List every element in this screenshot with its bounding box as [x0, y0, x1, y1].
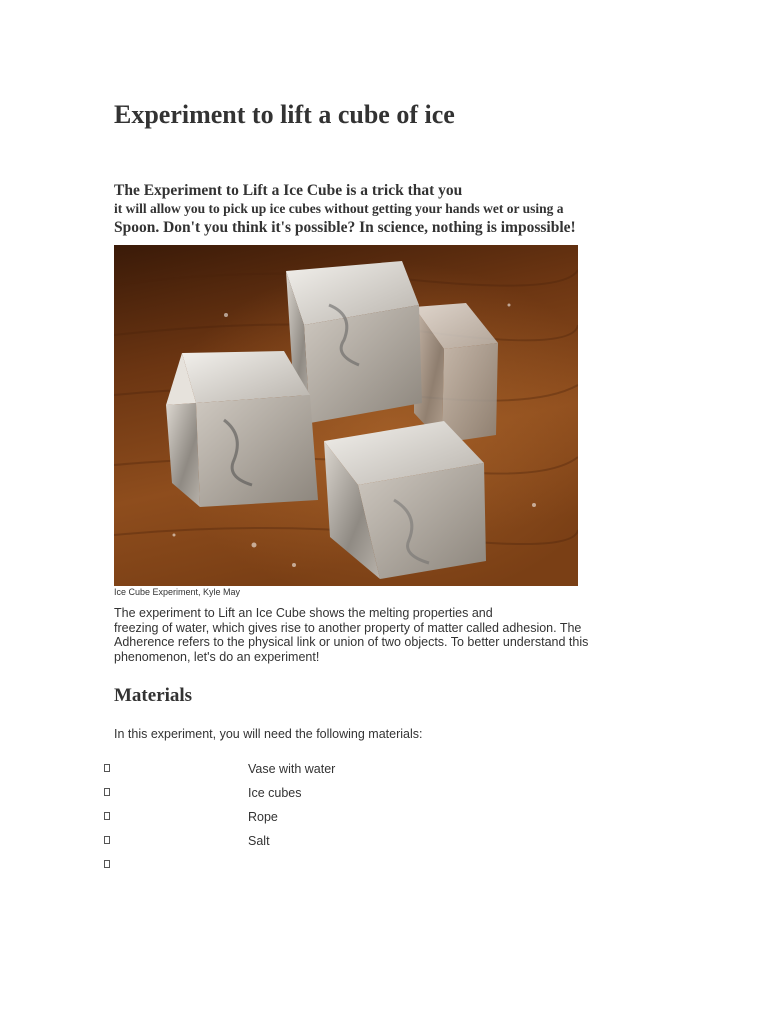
intro-line-2: it will allow you to pick up ice cubes without getting your hands wet or using a	[114, 201, 564, 216]
body-line-1: The experiment to Lift an Ice Cube shows the melting properties and	[114, 606, 493, 620]
page-title: Experiment to lift a cube of ice	[114, 100, 455, 129]
bullet-box-icon	[104, 836, 110, 844]
list-item	[104, 808, 504, 832]
list-item	[104, 784, 504, 808]
ice-cube-left	[166, 351, 318, 507]
materials-heading: Materials	[114, 685, 193, 706]
list-item	[104, 856, 504, 880]
list-item	[104, 760, 504, 784]
material-label: Ice cubes	[248, 786, 302, 800]
ice-cubes-photo	[114, 245, 578, 586]
material-label: Vase with water	[248, 762, 336, 776]
bullet-box-icon	[104, 788, 110, 796]
bullet-box-icon	[104, 764, 110, 772]
image-caption: Ice Cube Experiment, Kyle May	[114, 587, 241, 597]
materials-list	[104, 760, 504, 880]
body-line-3: Adherence refers to the physical link or union of two objects. To better understand this	[114, 635, 589, 649]
material-label: Salt	[248, 834, 270, 848]
body-paragraph	[114, 606, 614, 664]
list-item	[104, 832, 504, 856]
body-line-2: freezing of water, which gives rise to another property of matter called adhesion. The	[114, 620, 582, 635]
intro-paragraph	[114, 181, 614, 238]
material-label: Rope	[248, 810, 278, 824]
intro-line-1: The Experiment to Lift a Ice Cube is a trick that you	[114, 182, 463, 199]
materials-intro: In this experiment, you will need the following materials:	[114, 727, 423, 741]
bullet-box-icon	[104, 812, 110, 820]
bullet-box-icon	[104, 860, 110, 868]
body-line-4: phenomenon, let's do an experiment!	[114, 649, 320, 664]
intro-line-3: Spoon. Don't you think it's possible? In science, nothing is impossible!	[114, 219, 576, 236]
